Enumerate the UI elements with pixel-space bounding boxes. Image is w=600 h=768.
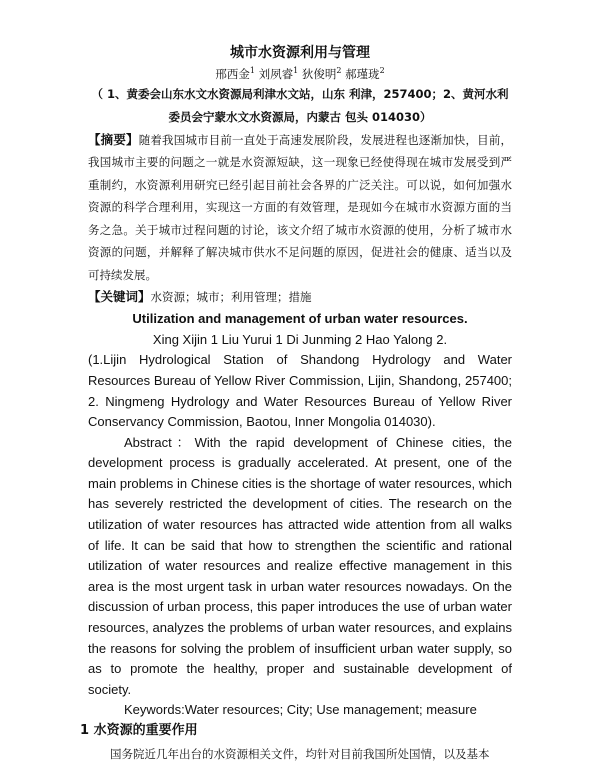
author-affil-number: 1 (293, 66, 299, 75)
affiliation-line: （ 1、黄委会山东水文水资源局利津水文站，山东 利津，257400；2、黄河水利 (91, 86, 509, 101)
author-name: 邢西金 (215, 66, 250, 81)
keywords-zh (88, 286, 512, 308)
author-affil-number: 2 (336, 66, 342, 75)
keywords-zh-label: 【关键词】 (88, 289, 151, 305)
author-affil-number: 1 (249, 66, 255, 75)
paper-title: 城市水资源利用与管理 (230, 45, 370, 61)
english-keywords: Keywords:Water resources; City; Use management; measure (124, 702, 477, 718)
english-authors: Xing Xijin 1 Liu Yurui 1 Di Junming 2 Hao Yalong 2. (152, 332, 448, 348)
section-heading: 1 水资源的重要作用 (80, 723, 198, 739)
author-name: 狄俊明 (301, 66, 337, 81)
author-name: 刘夙睿 (258, 66, 294, 81)
affiliation-line: 委员会宁蒙水文水资源局，内蒙古 包头 014030） (168, 109, 432, 124)
author-name: 郝瑾珑 (345, 66, 380, 81)
author-affil-number: 2 (379, 66, 385, 75)
abstract-zh (88, 129, 512, 287)
section-body-text: 国务院近几年出台的水资源相关文件，均针对目前我国所处国情，以及基本 (110, 747, 490, 762)
abstract-zh-text: 随着我国城市目前一直处于高速发展阶段，发展进程也逐渐加快，目前，我国城市主要的问题之一就是水资源短缺，这一现象已经使得现在城市发展受到严重制约，水资源利用研究已经引起目前社会各界的广泛关注。可以说，如何加强水资源的科学合理利用，实现这一方面的有效管理，是现如今在城市水资源方面的当务之急。关于城市过程问题的讨论，该文介绍了城市水资源的使用，分析了城市水资源的问题，并解释了解决城市供水不足问题的原因，促进社会的健康、适当以及可持续发展。 (88, 132, 512, 282)
author-list (88, 62, 512, 83)
english-affiliation: (1.Lijin Hydrological Station of Shandong Hydrology and Water Resources Bureau of Yellow River Commission, Lijin, Shandong, 257400; 2. Ningmeng Hydrology and Water Resources Bureau of Yellow River Conservancy Commission, Baotou, Inner Mongolia 014030). (88, 352, 512, 430)
english-abstract: Abstract：With the rapid development of Chinese cities, the development process is gradually accelerated. At present, one of the main problems in Chinese cities is the shortage of water resources, which has severely restricted the development of cities. The research on the utilization of water resources has attracted wide attention from all walks of life. It can be said that how to strengthen the scientific and rational utilization of water resources and realize effective management in this area is the most urgent task in urban water resources nowadays. On the discussion of urban process, this paper introduces the use of urban water resources, analyzes the problems of urban water resources, and explains the reasons for solving the problem of insufficient urban water supply, so as to promote the healthy, proper and sustainable development of society. (88, 434, 512, 697)
abstract-zh-label: 【摘要】 (88, 131, 139, 147)
affiliation (88, 83, 512, 129)
keywords-zh-text: 水资源；城市；利用管理；措施 (150, 290, 312, 305)
english-title: Utilization and management of urban water resources. (132, 311, 468, 327)
